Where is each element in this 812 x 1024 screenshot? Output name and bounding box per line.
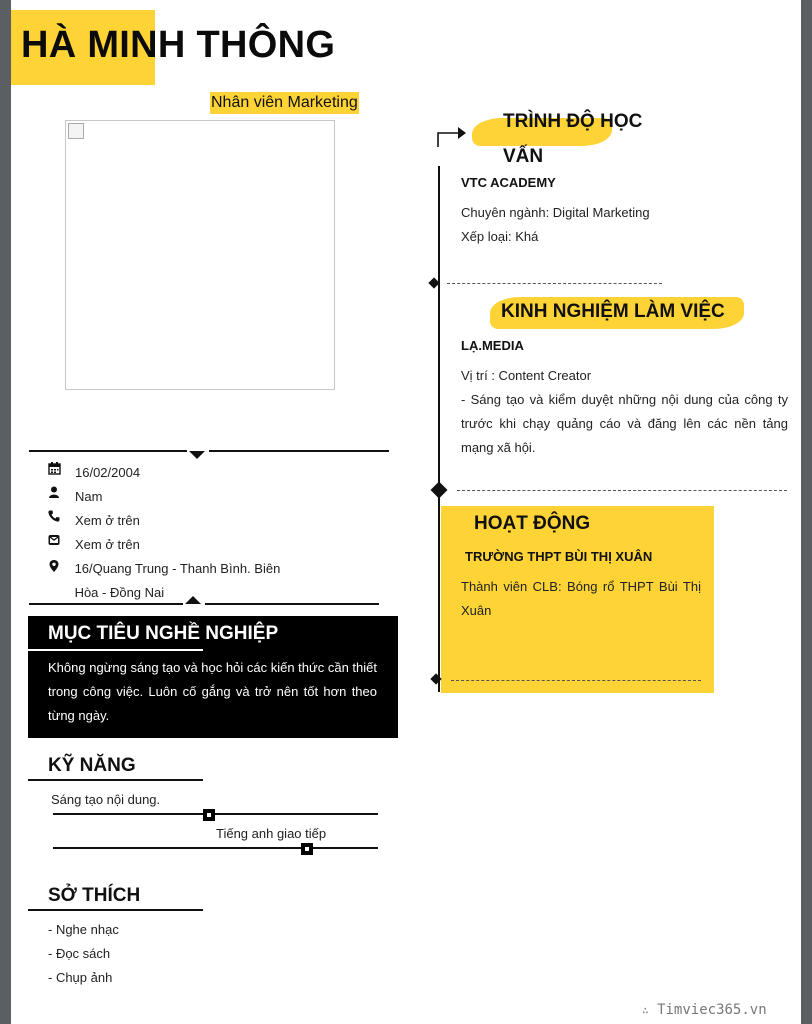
hobby-item: - Nghe nhạc (48, 922, 119, 937)
skill-label: Tiếng anh giao tiếp (216, 826, 327, 841)
hobbies-underline (28, 909, 203, 911)
education-title: TRÌNH ĐỘ HỌC VẤN (503, 111, 643, 167)
calendar-icon (47, 461, 61, 475)
timeline-dashed-divider (447, 283, 662, 284)
contact-phone (47, 509, 140, 533)
skill-bar-track (53, 813, 378, 815)
email-icon (47, 533, 61, 547)
contact-bottom-divider-right (205, 603, 379, 605)
candidate-name: HÀ MINH THÔNG (21, 24, 336, 66)
experience-position: Vị trí : Content Creator (461, 368, 592, 383)
skill-bar-track (53, 847, 378, 849)
experience-title: KINH NGHIỆM LÀM VIỆC (501, 301, 725, 322)
contact-birthday-text: 16/02/2004 (75, 465, 141, 480)
contact-top-arrow-icon (189, 451, 205, 459)
cv-page (11, 0, 801, 1024)
contact-address (47, 557, 307, 605)
skill-label: Sáng tạo nội dung. (51, 792, 161, 807)
hobbies-title: SỞ THÍCH (48, 885, 141, 906)
contact-top-divider-right (209, 450, 389, 452)
skills-underline (28, 779, 203, 781)
experience-description: - Sáng tạo và kiểm duyệt những nội dung của công ty trước khi chạy quảng cáo và đăng lên các nền tảng mạng xã hội. (461, 392, 788, 455)
skills-title: KỸ NĂNG (48, 755, 136, 776)
skill-bar-thumb (203, 809, 215, 821)
phone-icon (47, 509, 61, 523)
timeline-line (438, 166, 440, 692)
contact-phone-text: Xem ở trên (75, 513, 140, 528)
timeline-dashed-divider (451, 680, 701, 681)
watermark-logo-icon: ∴ (642, 1004, 649, 1017)
job-title: Nhân viên Marketing (210, 92, 359, 114)
timeline-diamond (431, 482, 448, 499)
objective-text: Không ngừng sáng tạo và học hỏi các kiến thức cần thiết trong công việc. Luôn cố gắng và trở nên tốt hơn theo từng ngày. (48, 660, 377, 723)
contact-bottom-divider-left (29, 603, 183, 605)
user-icon (47, 485, 61, 499)
objective-underline (28, 649, 203, 651)
activities-title: HOẠT ĐỘNG (474, 513, 591, 534)
profile-photo (65, 120, 335, 390)
broken-image-icon (68, 123, 84, 139)
contact-email (47, 533, 140, 557)
location-icon (47, 557, 61, 581)
education-major: Chuyên ngành: Digital Marketing (461, 205, 650, 220)
corner-arrow-icon (436, 124, 468, 148)
watermark-text: Timviec365.vn (657, 1002, 767, 1018)
education-school: VTC ACADEMY (461, 175, 556, 190)
hobby-item: - Đọc sách (48, 946, 111, 961)
hobby-item: - Chụp ảnh (48, 970, 113, 985)
education-grade: Xếp loại: Khá (461, 229, 539, 244)
contact-gender-text: Nam (75, 489, 103, 504)
experience-company: LẠ.MEDIA (461, 338, 524, 353)
contact-birthday (47, 461, 140, 485)
skill-bar-thumb (301, 843, 313, 855)
contact-email-text: Xem ở trên (75, 537, 140, 552)
objective-title: MỤC TIÊU NGHỀ NGHIỆP (48, 623, 279, 644)
footer-watermark (642, 1002, 767, 1018)
activities-organization: TRƯỜNG THPT BÙI THỊ XUÂN (465, 549, 653, 564)
contact-gender (47, 485, 102, 509)
activities-description: Thành viên CLB: Bóng rổ THPT Bùi Thị Xuân (461, 579, 701, 618)
contact-top-divider-left (29, 450, 187, 452)
contact-address-text: 16/Quang Trung - Thanh Bình. Biên Hòa - Đồng Nai (74, 561, 281, 600)
timeline-dashed-divider (457, 490, 787, 491)
contact-bottom-arrow-icon (185, 596, 201, 604)
